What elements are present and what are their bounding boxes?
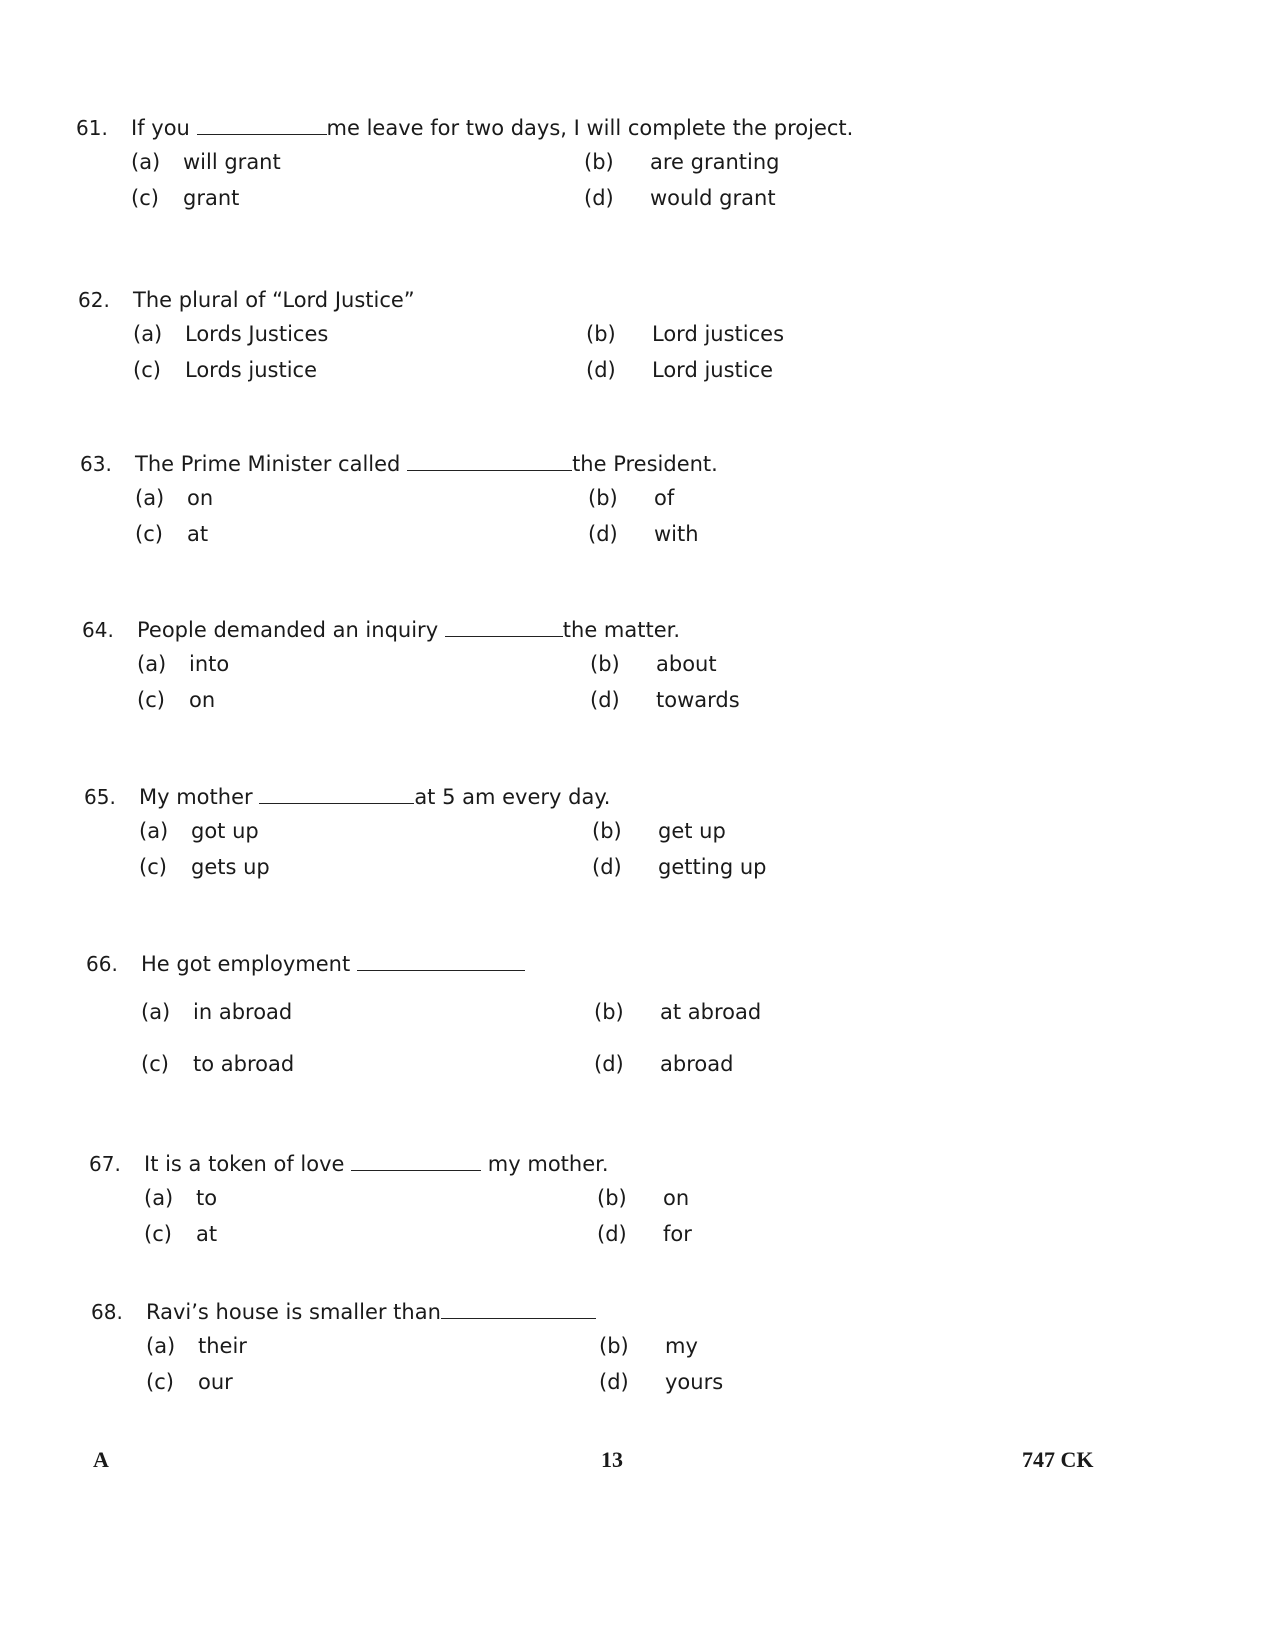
option-label: (d) (594, 1052, 624, 1076)
option-label: (c) (131, 186, 159, 210)
page-number: 13 (601, 1447, 623, 1472)
option-text: of (654, 486, 675, 510)
paper-code: 747 CK (1022, 1447, 1094, 1472)
option-text: for (663, 1222, 692, 1246)
option-b[interactable] (586, 322, 784, 346)
question-number: 66. (86, 952, 118, 976)
question-text (139, 785, 610, 809)
option-a[interactable] (139, 819, 259, 843)
question-stem: The Prime Minister called (135, 452, 408, 476)
option-label: (b) (586, 322, 616, 346)
question-stem-end: the matter. (562, 618, 681, 642)
option-text: get up (658, 819, 726, 843)
option-text: with (654, 522, 699, 546)
option-text: got up (191, 819, 259, 843)
question-text (131, 116, 853, 140)
option-text: to abroad (193, 1052, 295, 1076)
option-text: on (189, 688, 216, 712)
option-label: (a) (133, 322, 163, 346)
option-label: (b) (594, 1000, 624, 1024)
option-text: about (656, 652, 717, 676)
question-68 (91, 1300, 1091, 1406)
option-text: gets up (191, 855, 270, 879)
option-label: (d) (590, 688, 620, 712)
option-label: (a) (146, 1334, 176, 1358)
option-text: into (189, 652, 230, 676)
question-stem: My mother (139, 785, 260, 809)
option-label: (d) (586, 358, 616, 382)
option-text: at abroad (660, 1000, 762, 1024)
option-label: (b) (599, 1334, 629, 1358)
option-c[interactable] (141, 1052, 294, 1076)
option-label: (b) (588, 486, 618, 510)
question-stem: He got employment (141, 952, 357, 976)
question-stem: People demanded an inquiry (137, 618, 445, 642)
question-67 (89, 1152, 1089, 1258)
option-text: at (187, 522, 209, 546)
option-text: abroad (660, 1052, 734, 1076)
option-label: (c) (144, 1222, 172, 1246)
option-b[interactable] (584, 150, 780, 174)
option-text: Lords justice (185, 358, 318, 382)
option-b[interactable] (597, 1186, 689, 1210)
option-c[interactable] (135, 522, 208, 546)
option-a[interactable] (141, 1000, 292, 1024)
question-stem: It is a token of love (144, 1152, 352, 1176)
option-c[interactable] (137, 688, 215, 712)
option-label: (c) (135, 522, 163, 546)
question-stem: The plural of “Lord Justice” (133, 288, 415, 312)
option-label: (b) (597, 1186, 627, 1210)
option-label: (b) (592, 819, 622, 843)
option-a[interactable] (137, 652, 229, 676)
question-stem-end: my mother. (481, 1152, 609, 1176)
question-number: 67. (89, 1152, 121, 1176)
option-text: my (665, 1334, 698, 1358)
option-label: (a) (144, 1186, 174, 1210)
option-text: Lords Justices (185, 322, 329, 346)
option-a[interactable] (133, 322, 328, 346)
option-d[interactable] (597, 1222, 692, 1246)
question-stem-end: the President. (572, 452, 718, 476)
series-label: A (93, 1447, 109, 1472)
option-text: on (663, 1186, 690, 1210)
option-label: (c) (139, 855, 167, 879)
answer-blank (357, 952, 525, 971)
option-text: yours (665, 1370, 724, 1394)
option-text: would grant (650, 186, 776, 210)
option-label: (c) (146, 1370, 174, 1394)
option-label: (a) (137, 652, 167, 676)
answer-blank (441, 1300, 596, 1319)
option-c[interactable] (133, 358, 317, 382)
option-text: our (198, 1370, 233, 1394)
question-stem: Ravi’s house is smaller than (146, 1300, 441, 1324)
question-stem-end: at 5 am every day. (414, 785, 611, 809)
option-text: getting up (658, 855, 767, 879)
option-c[interactable] (146, 1370, 233, 1394)
answer-blank (351, 1152, 481, 1171)
option-a[interactable] (146, 1334, 247, 1358)
option-d[interactable] (594, 1052, 733, 1076)
option-d[interactable] (590, 688, 740, 712)
option-b[interactable] (599, 1334, 698, 1358)
option-label: (d) (588, 522, 618, 546)
option-text: on (187, 486, 214, 510)
option-label: (d) (599, 1370, 629, 1394)
question-number: 68. (91, 1300, 123, 1324)
option-text: grant (183, 186, 240, 210)
option-text: Lord justices (652, 322, 785, 346)
option-c[interactable] (144, 1222, 217, 1246)
option-b[interactable] (594, 1000, 761, 1024)
option-label: (d) (597, 1222, 627, 1246)
option-a[interactable] (135, 486, 213, 510)
option-text: towards (656, 688, 740, 712)
option-d[interactable] (599, 1370, 723, 1394)
question-64 (82, 618, 1082, 724)
answer-blank (259, 785, 414, 804)
option-text: Lord justice (652, 358, 774, 382)
option-label: (a) (141, 1000, 171, 1024)
question-stem-end: me leave for two days, I will complete the project. (326, 116, 854, 140)
option-c[interactable] (139, 855, 270, 879)
option-text: at (196, 1222, 218, 1246)
option-label: (d) (592, 855, 622, 879)
option-c[interactable] (131, 186, 239, 210)
question-number: 61. (76, 116, 108, 140)
option-label: (b) (584, 150, 614, 174)
question-text (133, 288, 415, 312)
option-text: will grant (183, 150, 281, 174)
question-61 (76, 116, 1076, 222)
question-62 (78, 288, 1078, 394)
question-number: 63. (80, 452, 112, 476)
option-text: in abroad (193, 1000, 293, 1024)
option-label: (c) (141, 1052, 169, 1076)
option-text: to (196, 1186, 218, 1210)
answer-blank (407, 452, 572, 471)
question-65 (84, 785, 1084, 891)
question-number: 64. (82, 618, 114, 642)
option-b[interactable] (592, 819, 726, 843)
question-text (146, 1300, 596, 1324)
option-text: their (198, 1334, 247, 1358)
option-d[interactable] (588, 522, 699, 546)
option-label: (a) (131, 150, 161, 174)
question-number: 65. (84, 785, 116, 809)
option-d[interactable] (592, 855, 767, 879)
option-d[interactable] (584, 186, 776, 210)
option-text: are granting (650, 150, 780, 174)
answer-blank (445, 618, 563, 637)
option-d[interactable] (586, 358, 773, 382)
question-text (144, 1152, 609, 1176)
option-b[interactable] (590, 652, 717, 676)
option-label: (a) (135, 486, 165, 510)
answer-blank (197, 116, 327, 135)
question-number: 62. (78, 288, 110, 312)
question-66 (86, 952, 1086, 1088)
option-label: (d) (584, 186, 614, 210)
question-text (137, 618, 680, 642)
question-text (141, 952, 525, 976)
option-label: (a) (139, 819, 169, 843)
option-label: (b) (590, 652, 620, 676)
option-a[interactable] (131, 150, 281, 174)
question-63 (80, 452, 1080, 558)
option-label: (c) (137, 688, 165, 712)
option-b[interactable] (588, 486, 674, 510)
question-stem: If you (131, 116, 197, 140)
option-a[interactable] (144, 1186, 217, 1210)
option-label: (c) (133, 358, 161, 382)
question-text (135, 452, 718, 476)
